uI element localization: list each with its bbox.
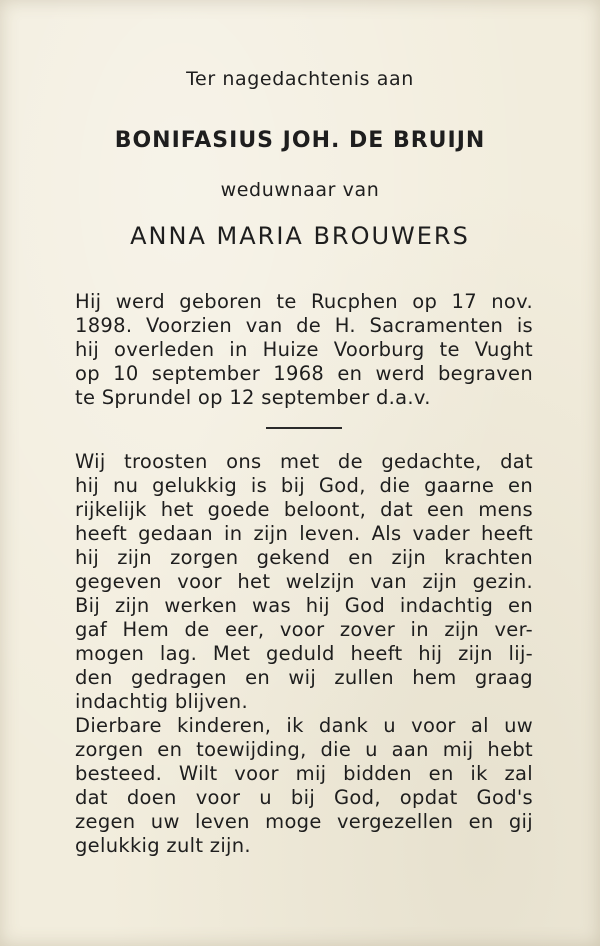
intro-line: Ter nagedachtenis aan: [186, 68, 414, 90]
reflection-line: hij nu gelukkig is bij God, die gaarne en: [75, 474, 533, 497]
reflection-line: mogen lag. Met geduld heeft hij zijn lij-: [75, 642, 533, 665]
reflection-line: hij zijn zorgen gekend en zijn krachten: [75, 546, 533, 569]
reflection-line: Dierbare kinderen, ik dank u voor al uw: [75, 714, 533, 737]
reflection-line: Bij zijn werken was hij God indachtig en: [75, 594, 533, 617]
reflection-line: besteed. Wilt voor mij bidden en ik zal: [75, 762, 533, 785]
section-divider: [266, 427, 342, 429]
reflection-paragraph: [75, 450, 533, 858]
biography-line: Hij werd geboren te Rucphen op 17 nov.: [75, 290, 533, 313]
relation-line: weduwnaar van: [220, 179, 380, 201]
reflection-line: zegen uw leven moge vergezellen en gij: [75, 810, 533, 833]
reflection-line: Wij troosten ons met de gedachte, dat: [75, 450, 533, 473]
biography-line: te Sprundel op 12 september d.a.v.: [75, 386, 431, 409]
reflection-line: gegeven voor het welzijn van zijn gezin.: [75, 570, 533, 593]
reflection-line: den gedragen en wij zullen hem graag: [75, 666, 533, 689]
reflection-line: gelukkig zult zijn.: [75, 834, 251, 857]
biography-line: hij overleden in Huize Voorburg te Vught: [75, 338, 533, 361]
reflection-line: indachtig blijven.: [75, 690, 248, 713]
biography-paragraph: [75, 290, 533, 410]
deceased-name: BONIFASIUS JOH. DE BRUIJN: [114, 128, 486, 153]
reflection-line: heeft gedaan in zijn leven. Als vader heeft: [75, 522, 533, 545]
spouse-name: ANNA MARIA BROUWERS: [130, 222, 470, 250]
reflection-line: gaf Hem de eer, voor zover in zijn ver-: [75, 618, 533, 641]
biography-line: op 10 september 1968 en werd begraven: [75, 362, 533, 385]
biography-line: 1898. Voorzien van de H. Sacramenten is: [75, 314, 533, 337]
reflection-line: rijkelijk het goede beloont, dat een mens: [75, 498, 533, 521]
reflection-line: dat doen voor u bij God, opdat God's: [75, 786, 533, 809]
reflection-line: zorgen en toewijding, die u aan mij hebt: [75, 738, 533, 761]
